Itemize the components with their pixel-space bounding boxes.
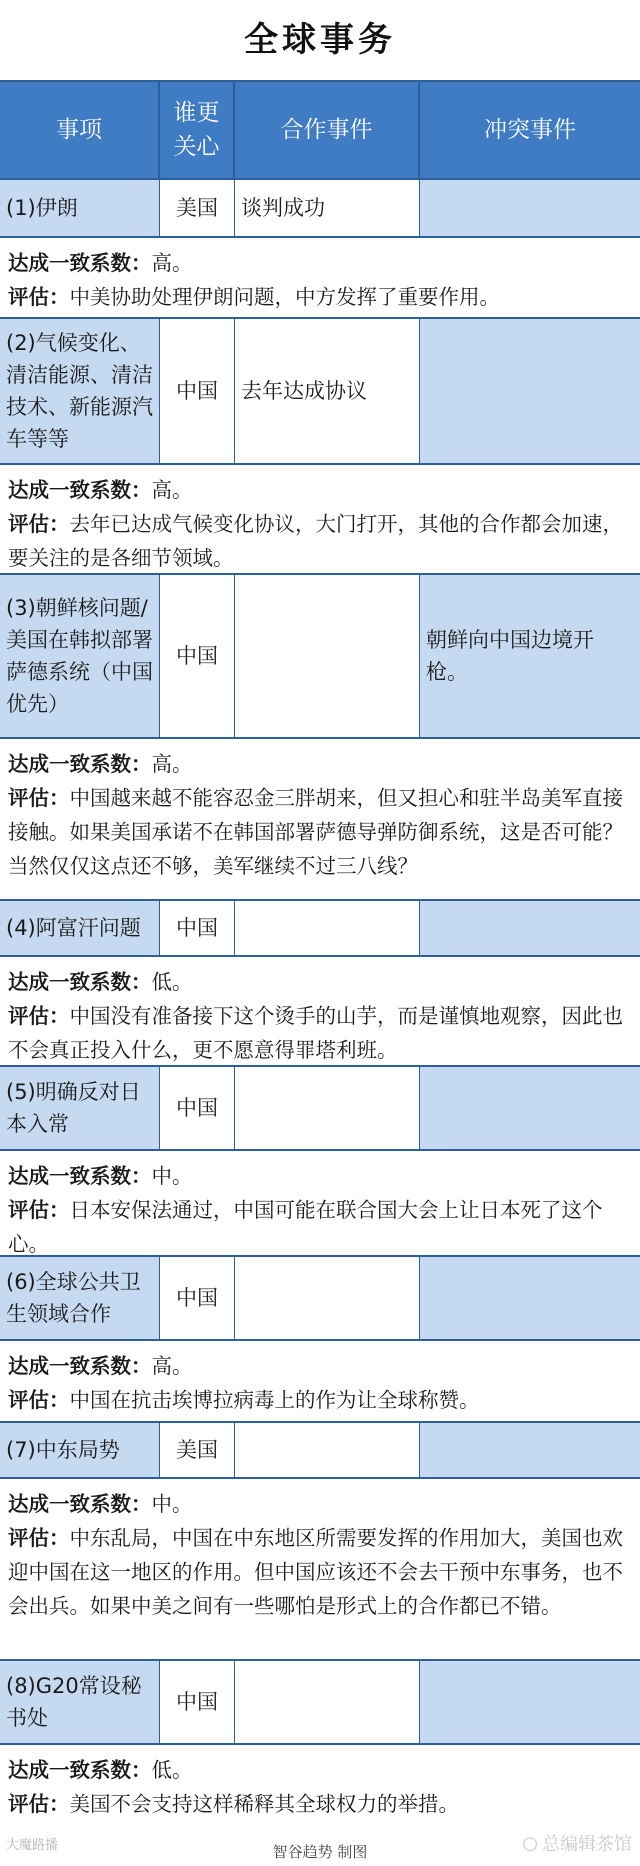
row-item: (8)G20常设秘书处 — [0, 1661, 160, 1743]
row-note — [0, 739, 640, 901]
row-item: (6)全球公共卫生领域合作 — [0, 1257, 160, 1339]
row-who: 中国 — [160, 1257, 235, 1339]
watermark-left: 大魔路播 — [6, 1838, 59, 1853]
assess-text: 日本安保法通过，中国可能在联合国大会上让日本死了这个心。 — [8, 1198, 603, 1256]
table-row — [0, 1661, 640, 1745]
header-conflict: 冲突事件 — [484, 117, 576, 143]
table-header — [0, 80, 640, 180]
consensus-label: 达成一致系数： — [8, 1164, 152, 1188]
assess-label: 评估： — [8, 1792, 70, 1816]
footer-text: 智谷趋势 制图 — [272, 1842, 368, 1861]
row-coop — [235, 1067, 420, 1149]
row-conflict — [420, 1423, 640, 1477]
page-title: 全球事务 — [244, 20, 396, 60]
consensus-value: 中。 — [151, 1164, 193, 1188]
row-item: (3)朝鲜核问题/美国在韩拟部署萨德系统（中国优先） — [0, 575, 160, 737]
assess-text: 中国越来越不能容忍金三胖胡来，但又担心和驻半岛美军直接接触。如果美国承诺不在韩国部署萨德导弹防御系统，这是否可能？当然仅仅这点还不够，美军继续不过三八线？ — [8, 786, 623, 878]
row-note — [0, 238, 640, 319]
assess-label: 评估： — [8, 285, 70, 309]
header-who — [160, 82, 235, 178]
assess-text: 去年已达成气候变化协议，大门打开，其他的合作都会加速，要关注的是各细节领域。 — [8, 512, 623, 570]
row-note — [0, 1341, 640, 1423]
header-coop: 合作事件 — [235, 82, 420, 178]
watermark-right-text: 总编辑茶馆 — [542, 1834, 632, 1855]
consensus-label: 达成一致系数： — [8, 1758, 152, 1782]
row-who: 中国 — [160, 1661, 235, 1743]
assess-label: 评估： — [8, 512, 70, 536]
consensus-value: 高。 — [151, 752, 193, 776]
row-coop — [235, 1423, 420, 1477]
table-row — [0, 575, 640, 739]
table-row — [0, 319, 640, 465]
row-note — [0, 957, 640, 1067]
row-who: 中国 — [160, 575, 235, 737]
assess-label: 评估： — [8, 1388, 70, 1412]
consensus-value: 低。 — [151, 970, 193, 994]
assess-label: 评估： — [8, 786, 70, 810]
consensus-label: 达成一致系数： — [8, 478, 152, 502]
row-conflict — [420, 901, 640, 955]
consensus-value: 高。 — [151, 478, 193, 502]
assess-text: 美国不会支持这样稀释其全球权力的举措。 — [69, 1792, 459, 1816]
row-conflict — [420, 1257, 640, 1339]
consensus-value: 高。 — [151, 1354, 193, 1378]
table-row — [0, 1067, 640, 1151]
row-item: (5)明确反对日本入常 — [0, 1067, 160, 1149]
row-coop — [235, 901, 420, 955]
consensus-label: 达成一致系数： — [8, 1492, 152, 1516]
header-who-line2: 关心 — [173, 134, 220, 160]
row-coop — [235, 1257, 420, 1339]
row-who: 中国 — [160, 901, 235, 955]
assess-text: 中美协助处理伊朗问题，中方发挥了重要作用。 — [69, 285, 500, 309]
row-item: (4)阿富汗问题 — [0, 901, 160, 955]
chat-bubble-icon: ○ — [522, 1832, 538, 1854]
consensus-label: 达成一致系数： — [8, 251, 152, 275]
table-row — [0, 180, 640, 238]
row-coop: 去年达成协议 — [235, 319, 420, 463]
consensus-label: 达成一致系数： — [8, 1354, 152, 1378]
row-who: 美国 — [160, 180, 235, 236]
header-item: 事项 — [0, 82, 160, 178]
consensus-label: 达成一致系数： — [8, 752, 152, 776]
assess-text: 中国在抗击埃博拉病毒上的作为让全球称赞。 — [69, 1388, 480, 1412]
row-item: (2)气候变化、清洁能源、清洁技术、新能源汽车等等 — [0, 319, 160, 463]
assess-text: 中东乱局，中国在中东地区所需要发挥的作用加大，美国也欢迎中国在这一地区的作用。但中国应该还不会去干预中东事务，也不会出兵。如果中美之间有一些哪怕是形式上的合作都已不错。 — [8, 1526, 623, 1618]
table-row — [0, 1257, 640, 1341]
row-note — [0, 465, 640, 575]
row-item: (7)中东局势 — [0, 1423, 160, 1477]
row-conflict — [420, 180, 640, 236]
watermark-right — [522, 1830, 632, 1856]
assess-label: 评估： — [8, 1198, 70, 1222]
assess-label: 评估： — [8, 1004, 70, 1028]
consensus-label: 达成一致系数： — [8, 970, 152, 994]
row-coop — [235, 1661, 420, 1743]
row-note — [0, 1479, 640, 1661]
row-who: 美国 — [160, 1423, 235, 1477]
row-conflict: 朝鲜向中国边境开枪。 — [420, 575, 640, 737]
row-conflict — [420, 1661, 640, 1743]
row-item: (1)伊朗 — [0, 180, 160, 236]
assess-label: 评估： — [8, 1526, 70, 1550]
consensus-value: 低。 — [151, 1758, 193, 1782]
row-who: 中国 — [160, 319, 235, 463]
row-note — [0, 1745, 640, 1829]
assess-text: 中国没有准备接下这个烫手的山芋，而是谨慎地观察，因此也不会真正投入什么，更不愿意得罪塔利班。 — [8, 1004, 623, 1062]
consensus-value: 高。 — [151, 251, 193, 275]
header-who-line1: 谁更 — [173, 100, 220, 126]
row-conflict — [420, 319, 640, 463]
row-conflict — [420, 1067, 640, 1149]
consensus-value: 中。 — [151, 1492, 193, 1516]
row-note — [0, 1151, 640, 1257]
row-coop: 谈判成功 — [235, 180, 420, 236]
table-row — [0, 901, 640, 957]
row-coop — [235, 575, 420, 737]
table-row — [0, 1423, 640, 1479]
row-who: 中国 — [160, 1067, 235, 1149]
